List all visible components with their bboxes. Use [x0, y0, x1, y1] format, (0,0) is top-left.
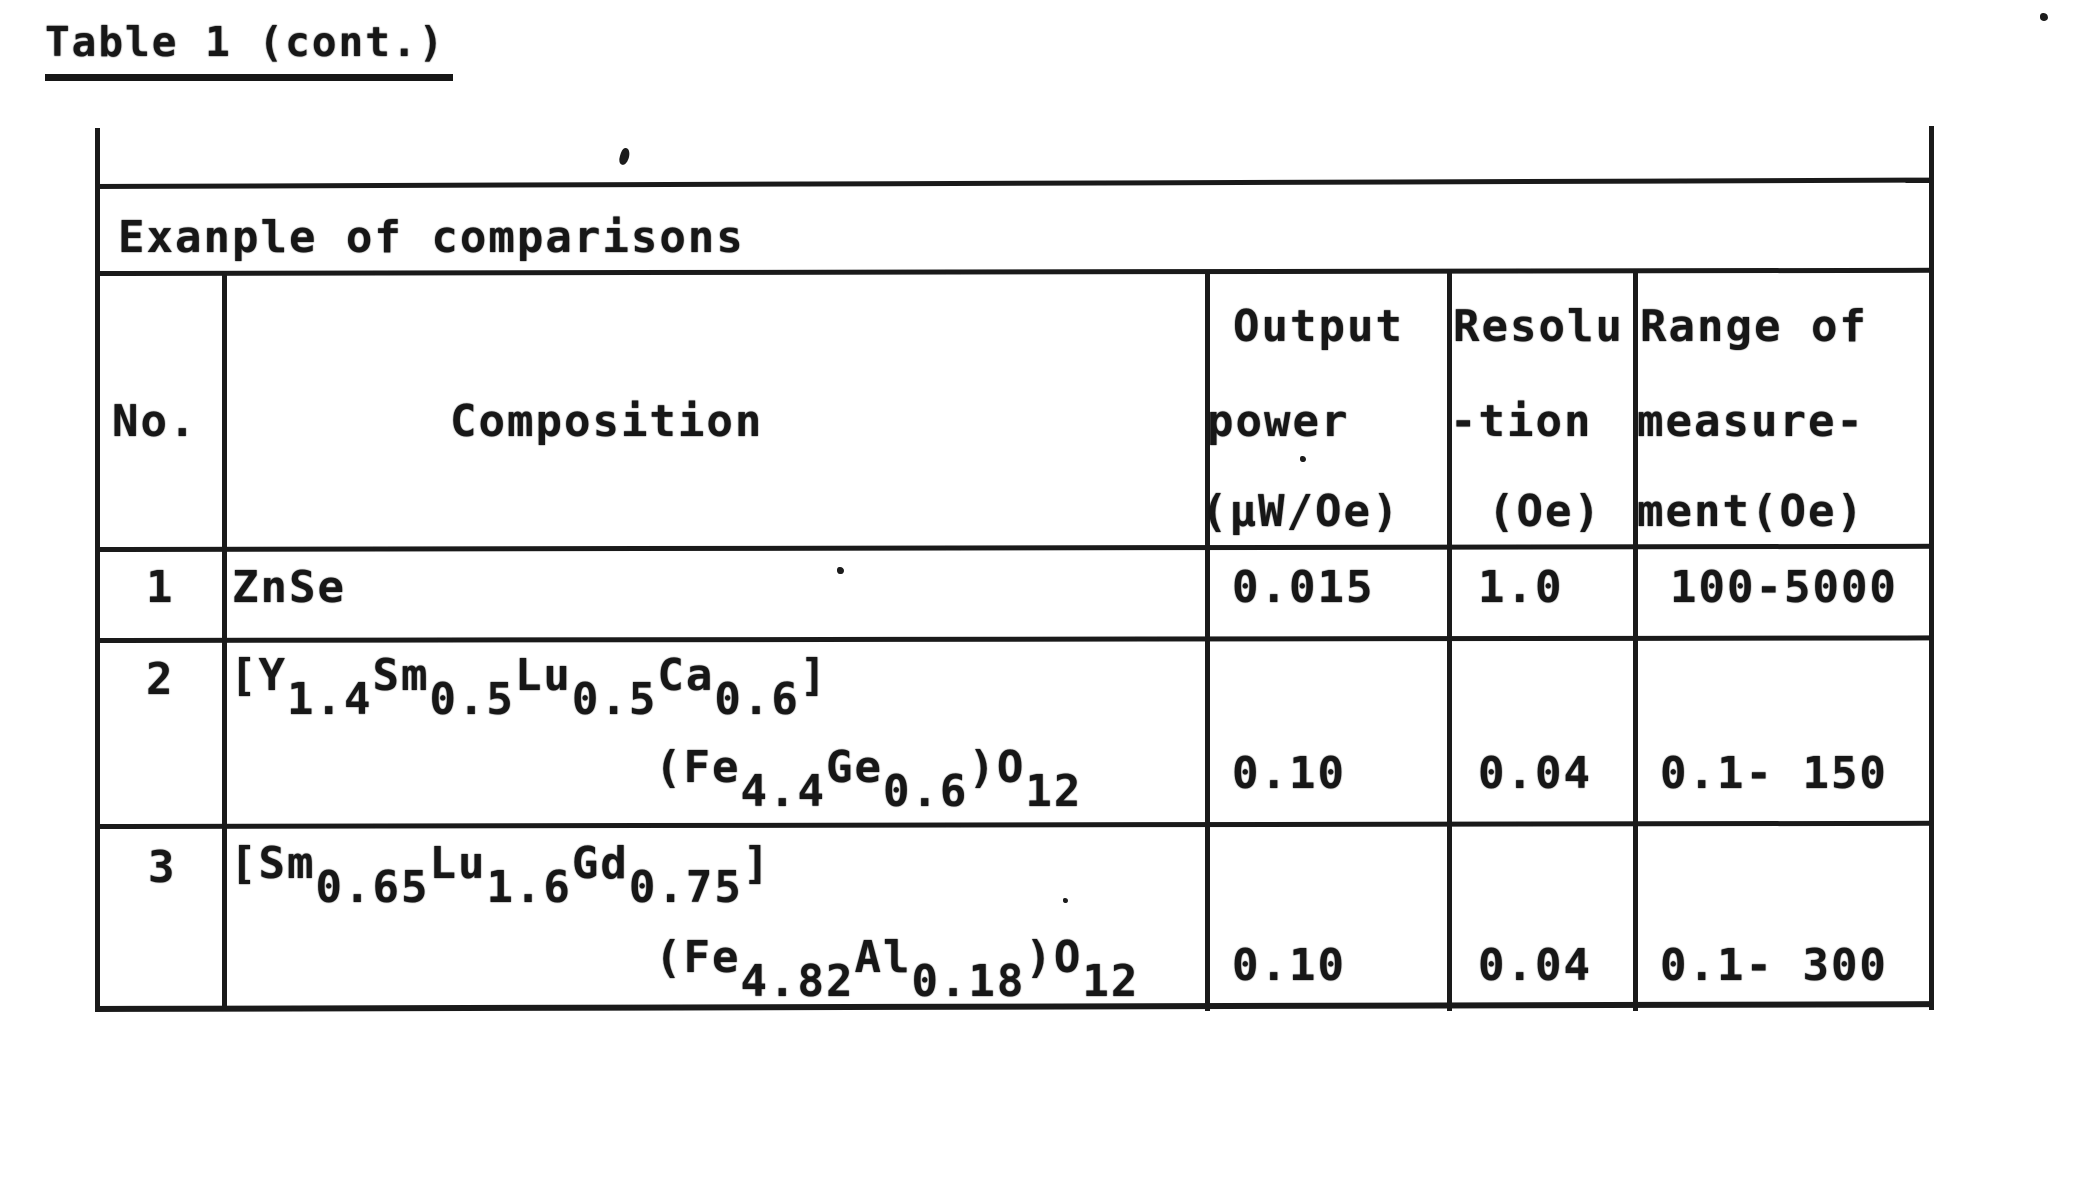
header-output-power-line3: (µW/Oe) [1201, 486, 1401, 537]
divider-output-resolution [1447, 271, 1452, 1011]
row2-output-power: 0.10 [1232, 748, 1346, 799]
header-composition: Composition [450, 396, 764, 447]
row3-composition-line1: [Sm0.65Lu1.6Gd0.75] [230, 838, 772, 914]
row1-composition: ZnSe [232, 562, 346, 613]
row1-range: 100-5000 [1670, 562, 1898, 613]
header-resolution-line1: Resolu [1453, 301, 1624, 352]
header-range-line2: measure- [1637, 396, 1865, 447]
table-rule-below-header [95, 544, 1934, 552]
table-rule-below-row2 [95, 821, 1934, 829]
row3-no: 3 [148, 842, 177, 893]
row2-resolution: 0.04 [1478, 748, 1592, 799]
divider-no-composition [222, 271, 227, 1011]
scan-speck [837, 567, 844, 574]
row3-composition-line2: (Fe4.82Al0.18)O12 [655, 932, 1140, 1008]
row2-range: 0.1- 150 [1660, 748, 1888, 799]
table-rule-below-caption [95, 268, 1934, 276]
scan-speck [618, 147, 632, 166]
row3-range: 0.1- 300 [1660, 940, 1888, 991]
table-caption: Exanple of comparisons [118, 212, 745, 263]
table-border-left [95, 128, 100, 1012]
header-resolution-line3: (Oe) [1488, 486, 1602, 537]
page-title: Table 1 (cont.) [45, 22, 453, 81]
row3-resolution: 0.04 [1478, 940, 1592, 991]
header-range-line3: ment(Oe) [1637, 486, 1865, 537]
row1-output-power: 0.015 [1232, 562, 1375, 613]
divider-resolution-range [1633, 271, 1638, 1011]
divider-composition-output [1205, 271, 1210, 1011]
row1-no: 1 [146, 562, 175, 613]
row2-composition-line1: [Y1.4Sm0.5Lu0.5Ca0.6] [230, 650, 829, 726]
row2-composition-line2: (Fe4.4Ge0.6)O12 [655, 742, 1083, 818]
header-output-power-line2: power [1207, 396, 1350, 447]
table-rule-top [95, 178, 1934, 189]
scan-speck [1063, 898, 1068, 903]
header-no: No. [112, 396, 198, 447]
row3-output-power: 0.10 [1232, 940, 1346, 991]
row2-no: 2 [146, 654, 175, 705]
table-border-right [1929, 126, 1934, 1010]
table-rule-below-row1 [95, 635, 1934, 643]
scan-speck [2040, 13, 2048, 21]
header-range-line1: Range of [1640, 301, 1868, 352]
row1-resolution: 1.0 [1478, 562, 1564, 613]
header-resolution-line2: -tion [1450, 396, 1593, 447]
scan-speck [1300, 456, 1306, 462]
header-output-power-line1: Output [1233, 301, 1404, 352]
